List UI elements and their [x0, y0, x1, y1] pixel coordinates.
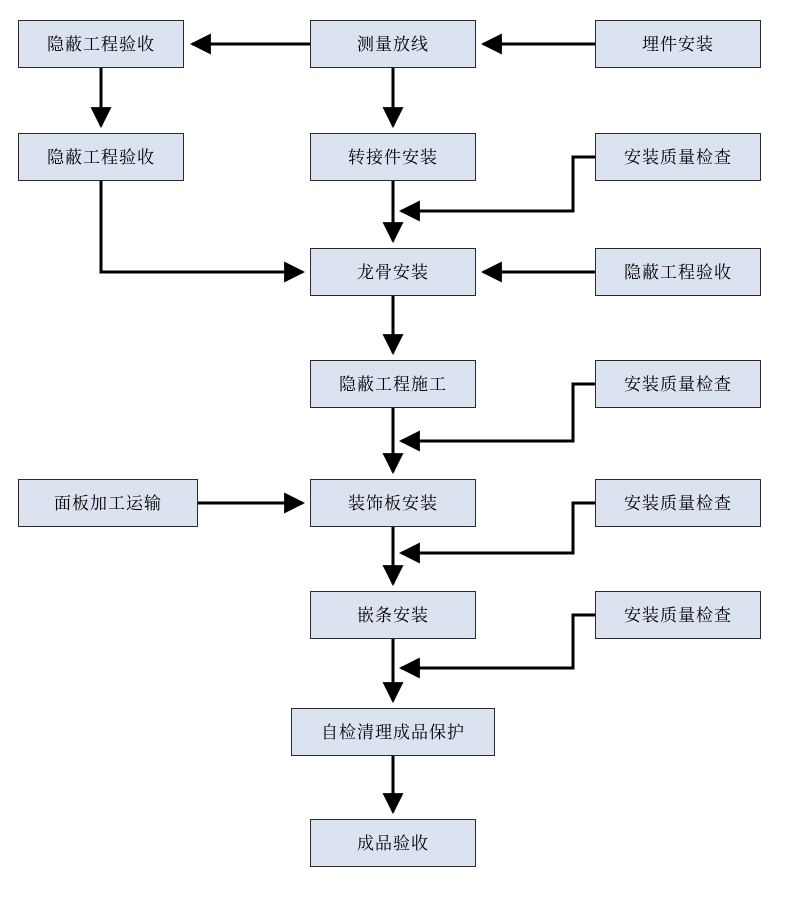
- node-yinbi-gongcheng-shigong[interactable]: [310, 360, 476, 408]
- node-label: 龙骨安装: [357, 262, 429, 282]
- node-longgu-anzhuang[interactable]: [310, 248, 476, 296]
- node-label: 隐蔽工程施工: [339, 374, 447, 394]
- node-label: 测量放线: [357, 34, 429, 54]
- node-label: 面板加工运输: [54, 493, 162, 513]
- node-label: 转接件安装: [348, 147, 438, 167]
- node-label: 隐蔽工程验收: [47, 34, 155, 54]
- node-zijian-qingli-chengpin-baohu[interactable]: [291, 708, 495, 756]
- node-zhuangshiban-anzhuang[interactable]: [310, 479, 476, 527]
- node-chengpin-yanshou[interactable]: [310, 819, 476, 867]
- node-label: 安装质量检查: [624, 374, 732, 394]
- node-anzhuang-zhiliang-jiancha-1[interactable]: [595, 133, 761, 181]
- node-yinbi-gongcheng-yanshou-1[interactable]: [18, 20, 184, 68]
- node-yinbi-gongcheng-yanshou-2[interactable]: [18, 133, 184, 181]
- node-label: 隐蔽工程验收: [624, 262, 732, 282]
- node-anzhuang-zhiliang-jiancha-4[interactable]: [595, 591, 761, 639]
- edge-yinbi2-to-longgu: [101, 181, 303, 272]
- node-zhuanjiejian-anzhuang[interactable]: [310, 133, 476, 181]
- node-anzhuang-zhiliang-jiancha-2[interactable]: [595, 360, 761, 408]
- node-label: 安装质量检查: [624, 493, 732, 513]
- node-yinbi-gongcheng-yanshou-3[interactable]: [595, 248, 761, 296]
- node-anzhuang-zhiliang-jiancha-3[interactable]: [595, 479, 761, 527]
- node-label: 隐蔽工程验收: [47, 147, 155, 167]
- node-maijian-anzhuang[interactable]: [595, 20, 761, 68]
- node-mianban-jiagong-yunshu[interactable]: [18, 479, 198, 527]
- node-label: 埋件安装: [642, 34, 714, 54]
- node-label: 安装质量检查: [624, 147, 732, 167]
- node-label: 成品验收: [357, 833, 429, 853]
- node-celiang-fangxian[interactable]: [310, 20, 476, 68]
- node-label: 装饰板安装: [348, 493, 438, 513]
- node-label: 安装质量检查: [624, 605, 732, 625]
- node-label: 自检清理成品保护: [321, 722, 465, 742]
- node-qiantiao-anzhuang[interactable]: [310, 591, 476, 639]
- node-label: 嵌条安装: [357, 605, 429, 625]
